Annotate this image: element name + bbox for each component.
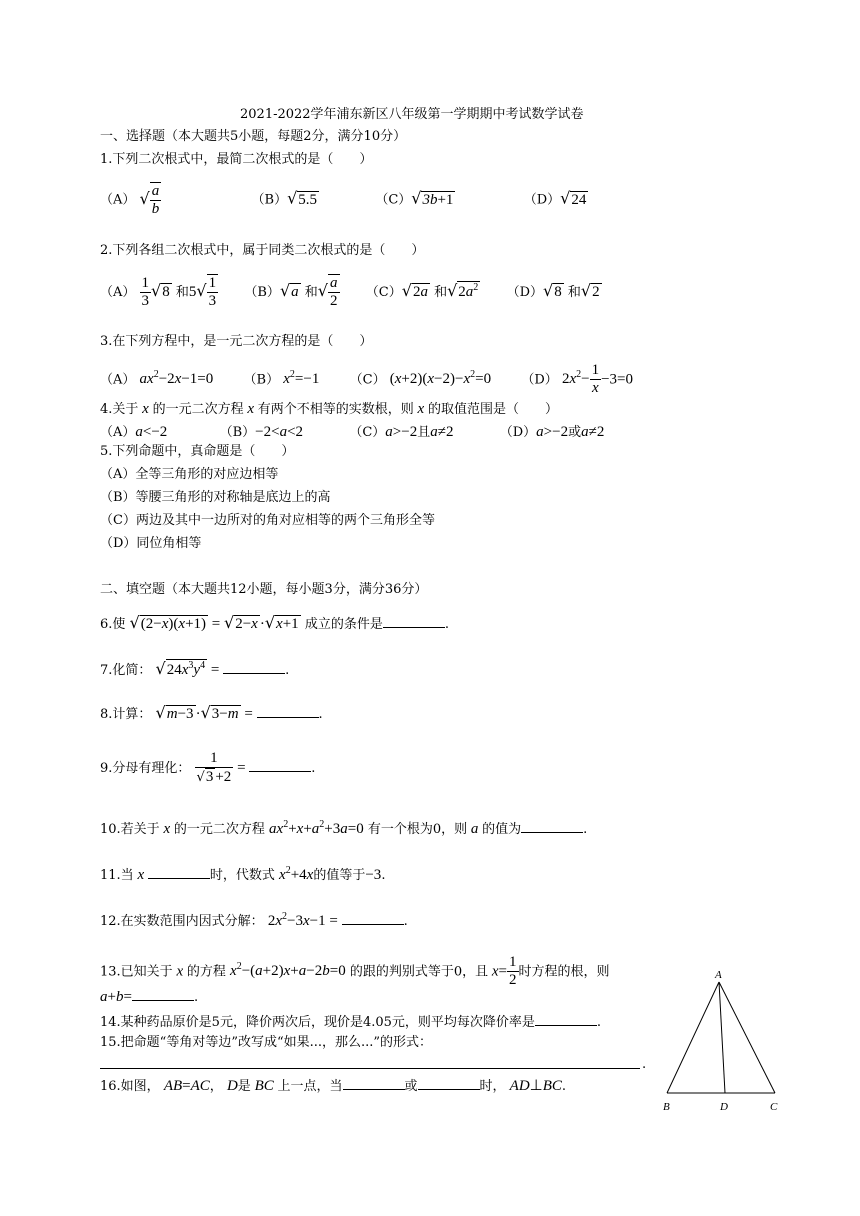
side-ac (719, 982, 775, 1093)
q1-options: （A） √ $\frac{a}{b}$ （B）√5.5 （C）√3b+1 （D）√24 (100, 183, 587, 218)
q16: 16.如图， AB=AC， D是 BC 上一点，当 或 时， AD⊥BC. (100, 1078, 567, 1094)
q2-options: （A） $\frac{1}{3}$ √8 和5√ $\frac{1}{3}$ （B）√a 和√ $\frac{a}{2}$ （C）√2a 和$√2a^2$ （D）√8 和√2 (100, 274, 600, 310)
q9: 9.分母有理化： $\frac{1}{√3 +2}$ = . (100, 750, 316, 786)
q11: 11.当 x 时，代数式 $x^2+4x$的值等于−3. (100, 865, 386, 883)
page-title: 2021-2022学年浦东新区八年级第一学期期中考试数学试卷 (240, 107, 584, 122)
q13-line1: 13.已知关于 x 的方程 $x^2-(a+2)x+a-2b=0$ 的跟的判别式等于0，且 x= $\frac{1}{2}$ 时方程的根，则 (100, 954, 610, 989)
q5-option-d: （D）同位角相等 (100, 536, 202, 551)
q4-stem: 4.关于 x 的一元二次方程 x 有两个不相等的实数根，则 x 的取值范围是（ ） (100, 401, 558, 417)
q6: 6.使 √(2−x)(x+1) = √2−x ·√x+1 成立的条件是 . (100, 613, 449, 632)
section1-heading: 一、选择题（本大题共5小题，每题2分，满分10分） (100, 129, 407, 144)
q3-options: （A） $ax^2-2x-1=0$ （B） $x^2=-1$ （C） $(x+2)(x-2)-x^2=0$ （D） $2x^2-$ $\frac{1}{x}$ −3=0 (100, 362, 633, 397)
label-c: C (770, 1101, 778, 1113)
side-ab (667, 982, 719, 1093)
q15-answer-line (100, 1068, 640, 1069)
q13-line2: a+b= . (100, 989, 199, 1005)
q15: 15.把命题“等角对等边”改写成“如果...，那么...”的形式： (100, 1035, 433, 1050)
label-d: D (720, 1101, 728, 1113)
segment-ad (719, 982, 725, 1093)
q8: 8.计算： √m−3 ·√3−m = . (100, 703, 323, 722)
q7: 7.化简： $√24x^3y^4$ = . (100, 659, 290, 678)
q10: 10.若关于 x 的一元二次方程 $ax^2+x+a^2+3a=0$ 有一个根为0，则 a 的值为 . (100, 819, 588, 837)
q5-option-c: （C）两边及其中一边所对的角对应相等的两个三角形全等 (100, 513, 435, 528)
q3-stem: 3.在下列方程中，是一元二次方程的是（ ） (100, 334, 373, 349)
q5-option-a: （A）全等三角形的对应边相等 (100, 467, 279, 482)
q4-options: （A）a<−2 （B）−2<a<2 （C）a>−2且a≠2 （D）a>−2或a≠2 (100, 424, 605, 440)
q5-option-b: （B）等腰三角形的对称轴是底边上的高 (100, 490, 331, 505)
label-b: B (663, 1101, 670, 1113)
q1-stem: 1.下列二次根式中，最简二次根式的是（ ） (100, 152, 373, 167)
label-a: A (715, 969, 722, 981)
q12: 12.在实数范围内因式分解： $2x^2-3x-1$ = . (100, 911, 408, 929)
q14: 14.某种药品原价是5元，降价两次后，现价是4.05元，则平均每次降价率是 . (100, 1015, 602, 1030)
q2-stem: 2.下列各组二次根式中，属于同类二次根式的是（ ） (100, 243, 425, 258)
section2-heading: 二、填空题（本大题共12小题，每小题3分，满分36分） (100, 582, 428, 597)
triangle-figure (655, 960, 795, 1120)
q15-period: . (642, 1057, 647, 1072)
q5-stem: 5.下列命题中，真命题是（ ） (100, 444, 295, 459)
